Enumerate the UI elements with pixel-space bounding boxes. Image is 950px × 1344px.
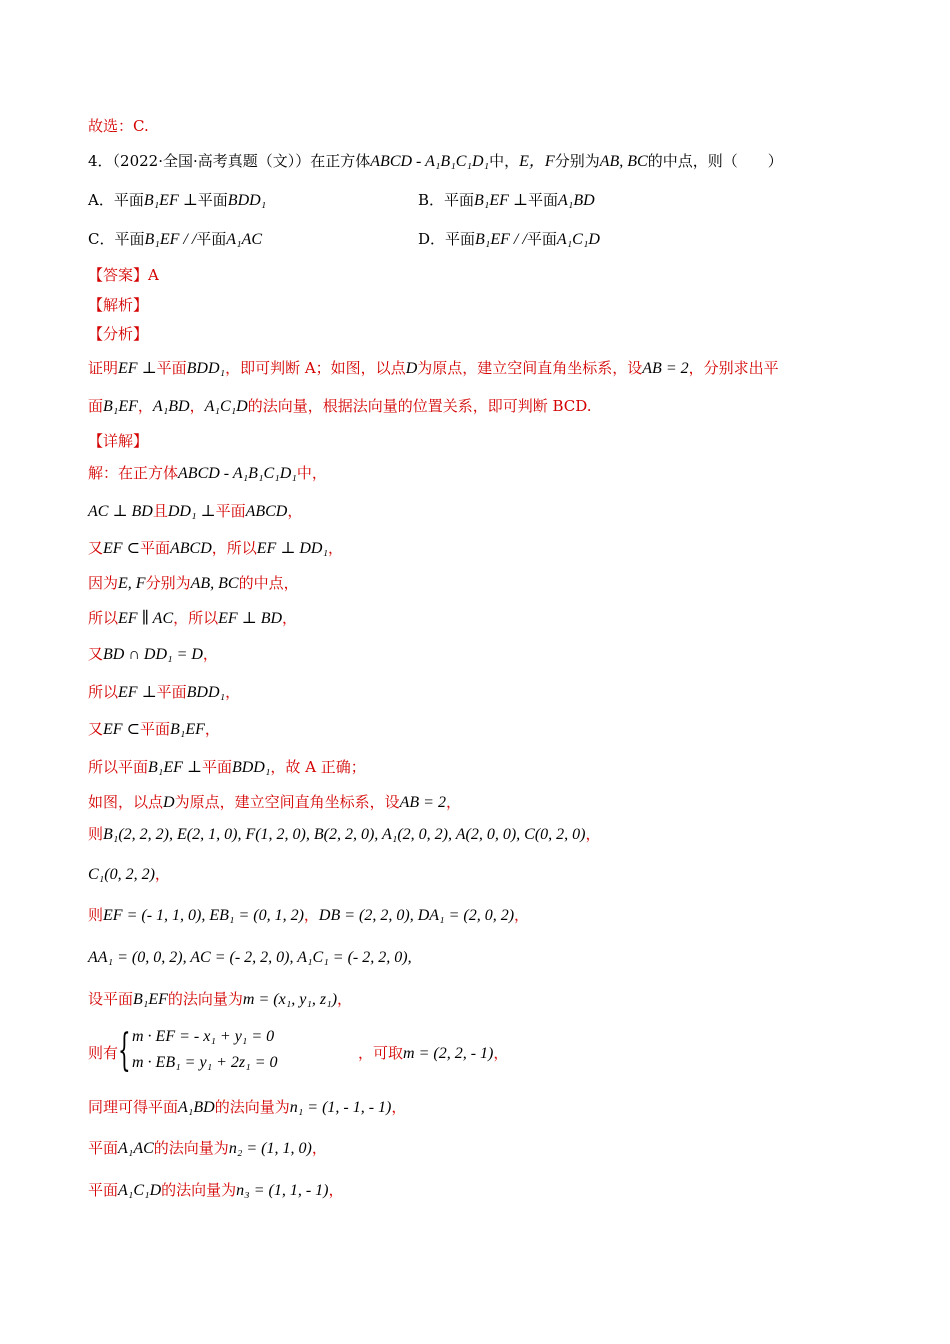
math: B₁EF ⊥ [148,759,202,776]
detail-line-14 [88,946,412,969]
math: E, F [118,575,146,592]
text: ， [391,1098,407,1116]
text: ， [202,645,218,663]
text: 同理可得平面 [88,1098,179,1116]
analysis-label [88,294,148,316]
math: AB = 2 [399,794,446,811]
text: 又 [88,645,104,663]
text: 则 [88,906,104,924]
text: 分别为 [145,574,191,592]
math: A₁BD [557,192,595,209]
text: D．平面 [418,230,476,248]
detail-line-9 [88,756,366,779]
detail-line-4 [88,572,299,595]
text: 的法向量为 [153,1139,229,1157]
math: AB, BC [190,575,239,592]
text: 平面 [88,1139,119,1157]
text: 设平面 [88,990,134,1008]
detail-line-13 [88,904,529,927]
text: ，所以 [211,539,257,557]
detail-line-18 [88,1137,327,1160]
text: 的法向量为 [167,990,243,1008]
text: 中， [296,464,327,482]
detail-label [88,430,148,452]
text: 平面 [526,230,557,248]
detail-line-7 [88,681,240,704]
math: BDD₁ [186,684,226,701]
answer-label [88,264,159,286]
text: A．平面 [88,191,144,209]
text: 平面 [197,191,228,209]
math: B₁EF / / [475,231,527,248]
equation-row-2: m · EB₁ = y₁ + 2z₁ = 0 [132,1054,278,1071]
text: B．平面 [418,191,475,209]
math: DB = (2, 2, 0), DA₁ = (2, 0, 2) [318,907,515,924]
text: ， [328,539,344,557]
math: AC ⊥ BD [88,503,153,520]
text: ， [303,906,319,924]
math: ABCD [169,540,212,557]
math: ABCD [245,503,288,520]
math: A₁C₁D [118,1182,162,1199]
detail-line-10 [88,791,461,814]
fenxi-label [88,323,148,345]
math: n₂ = (1, 1, 0) [228,1140,312,1157]
math: A₁C₁D [556,231,600,248]
math: D [163,794,175,811]
math: B₁EF ⊥ [143,192,198,209]
text: ，即可判断 A；如图，以点 [225,359,406,377]
text: 【分析】 [88,325,149,343]
text: 的中点，则（ ） [647,152,783,170]
math: AB, BC [599,153,648,170]
text: ， [311,1139,327,1157]
option-c [88,228,262,251]
math: A₁AC [226,231,263,248]
text: 中， [489,152,520,170]
text: 4．（2022·全国·高考真题（文））在正方体 [88,152,371,170]
text: 平面 [201,758,232,776]
text: 分别为 [554,152,600,170]
math: m = (2, 2, - 1) [403,1045,494,1062]
text: 如图，以点 [88,793,164,811]
detail-line-8 [88,718,220,741]
text: ， [493,1044,509,1062]
text: 平面 [139,720,170,738]
option-d [418,228,600,251]
text: ， [337,990,353,1008]
text: 的法向量为 [214,1098,290,1116]
detail-line-11 [88,823,600,846]
math: A₁BD [152,398,190,415]
detail-line-5 [88,607,297,630]
text: 为原点，建立空间直角坐标系，设 [417,359,643,377]
text: 的中点， [238,574,299,592]
text: ， [328,1181,344,1199]
text: C．平面 [88,230,145,248]
detail-line-12 [88,863,170,886]
text: ， [137,397,153,415]
math: C₁(0, 2, 2) [88,866,155,883]
text: 平面 [196,230,227,248]
text: ， [204,720,220,738]
text: 所以平面 [88,758,149,776]
detail-line-19 [88,1179,344,1202]
math: B₁EF [133,991,168,1008]
math: DD₁ ⊥ [167,503,216,520]
question-stem [88,150,783,173]
math: B₁EF ⊥ [474,192,528,209]
math: EF ⊂ [103,721,140,738]
math: A₁AC [118,1140,154,1157]
math: BDD₁ [186,360,226,377]
text: 所以 [88,609,119,627]
text: 证明 [88,359,119,377]
math: EF ⊥ DD₁ [256,540,329,557]
math: EF ⊥ [118,684,157,701]
math: BD ∩ DD₁ = D [103,646,203,663]
math: BDD₁ [231,759,271,776]
text: 则 [88,825,104,843]
text: 平面 [156,359,187,377]
detail-line-3 [88,537,343,560]
text: 则有 [88,1044,119,1062]
text: ， [282,609,298,627]
text: ， [287,502,303,520]
text: ， [189,397,205,415]
text: 又 [88,539,104,557]
math: B₁(2, 2, 2), E(2, 1, 0), F(1, 2, 0), B(2, 2, 0), A₁(2, 0, 2), A(2, 0, 0), C(0, 2, 0) [103,826,586,843]
equation-row-1: m · EF = - x₁ + y₁ = 0 [132,1028,275,1045]
math: m = (x₁, y₁, z₁) [242,991,338,1008]
text: 且 [152,502,168,520]
text: 又 [88,720,104,738]
text: 【详解】 [88,432,149,450]
math: A₁C₁D [204,398,248,415]
detail-line-17 [88,1096,406,1119]
text: ，分别求出平 [688,359,779,377]
text: 解：在正方体 [88,464,179,482]
math: n₃ = (1, 1, - 1) [236,1182,329,1199]
math: n₁ = (1, - 1, - 1) [289,1099,392,1116]
detail-line-6 [88,643,218,666]
text: 【答案】A [88,266,159,284]
option-a [88,189,266,212]
text: 故选：C. [88,117,149,135]
math: EF ∥ AC [118,610,174,627]
math: EF ⊂ [103,540,140,557]
text: 面 [88,397,104,415]
math: B₁EF / / [144,231,197,248]
text: 【解析】 [88,296,149,314]
text: 平面 [88,1181,119,1199]
analysis-line-2 [88,395,592,418]
math: B₁EF [103,398,138,415]
text: ， [445,793,461,811]
detail-line-2 [88,500,302,523]
math: EF = (- 1, 1, 0), EB₁ = (0, 1, 2) [103,907,304,924]
analysis-line-1 [88,357,779,380]
text: ， [154,865,170,883]
math: EF ⊥ [118,360,157,377]
math: ABCD - A₁B₁C₁D₁ [370,153,490,170]
text: 因为 [88,574,119,592]
detail-line-1 [88,462,327,485]
math: A₁BD [178,1099,215,1116]
math: E，F [519,153,555,170]
option-b [418,189,595,212]
text: ，可取 [358,1044,404,1062]
math: BDD₁ [227,192,267,209]
text: 平面 [139,539,170,557]
detail-line-15 [88,988,352,1011]
text: 的法向量为 [161,1181,237,1199]
text: 平面 [156,683,187,701]
math: AA₁ = (0, 0, 2), AC = (- 2, 2, 0), A₁C₁ = (- 2, 2, 0), [88,949,412,966]
brace: { [118,1025,131,1076]
text: 为原点，建立空间直角坐标系，设 [174,793,400,811]
text: ， [225,683,241,701]
text: ，故 A 正确； [270,758,366,776]
answer-choice-line [88,115,149,137]
math: ABCD - A₁B₁C₁D₁ [178,465,297,482]
math: D [405,360,418,377]
text: ， [514,906,530,924]
math: EF ⊥ BD [218,610,283,627]
text: 的法向量，根据法向量的位置关系，即可判断 BCD. [247,397,592,415]
math: AB = 2 [642,360,689,377]
text: 平面 [215,502,246,520]
text: ，所以 [173,609,219,627]
text: 平面 [527,191,558,209]
text: ， [585,825,601,843]
text: 所以 [88,683,119,701]
math: B₁EF [169,721,205,738]
